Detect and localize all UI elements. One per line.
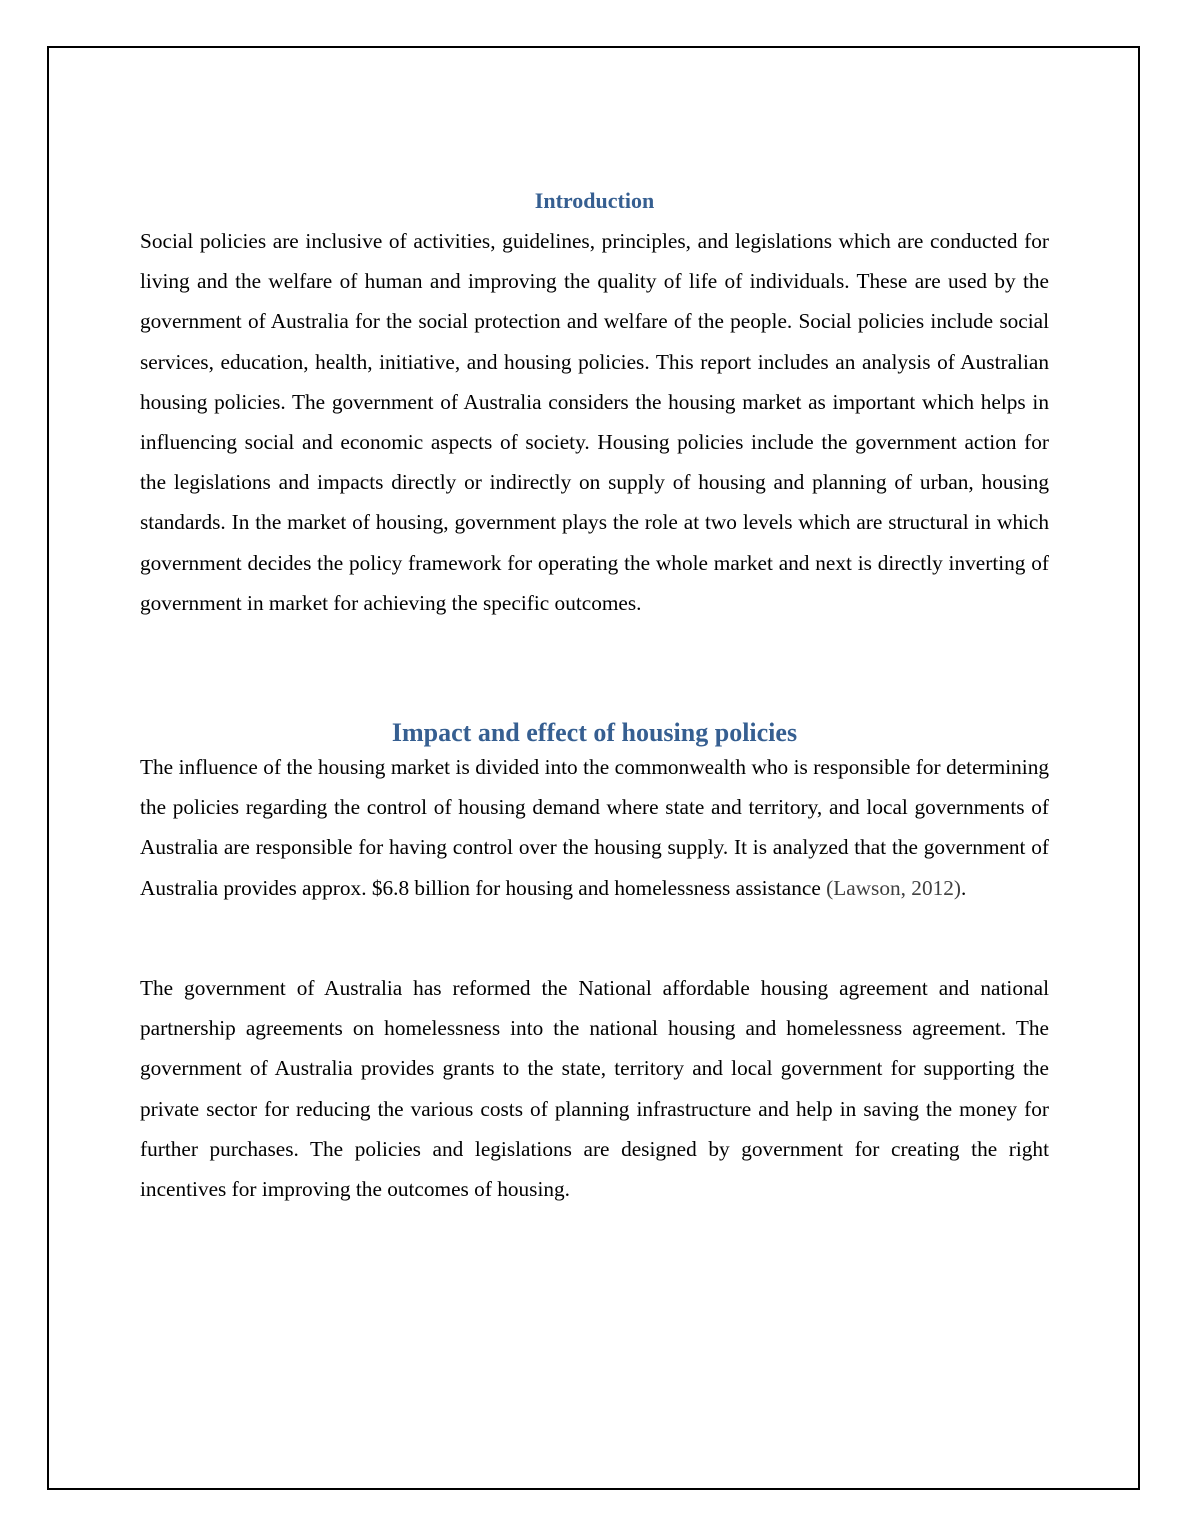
introduction-heading: Introduction: [534, 188, 655, 213]
impact-heading: Impact and effect of housing policies: [391, 718, 798, 747]
introduction-paragraph: Social policies are inclusive of activities, guidelines, principles, and legislations which are conducted for living and the welfare of human and improving the quality of life of individuals. These are used by the government of Australia for the social protection and welfare of the people. Social policies include social services, education, health, initiative, and housing policies. This report includes an analysis of Australian housing policies. The government of Australia considers the housing market as important which helps in influencing social and economic aspects of society. Housing policies include the government action for the legislations and impacts directly or indirectly on supply of housing and planning of urban, housing standards. In the market of housing, government plays the role at two levels which are structural in which government decides the policy framework for operating the whole market and next is directly inverting of government in market for achieving the specific outcomes.: [140, 229, 1049, 615]
impact-paragraph-1-end: .: [960, 875, 967, 900]
citation-lawson-2012: (Lawson, 2012): [826, 875, 961, 900]
impact-paragraph-1: [140, 747, 1049, 908]
impact-paragraph-2: The government of Australia has reformed the National affordable housing agreement and national partnership agreements on homelessness into the national housing and homelessness agreement. The government of Australia provides grants to the state, territory and local government for supporting the private sector for reducing the various costs of planning infrastructure and help in saving the money for further purchases. The policies and legislations are designed by government for creating the right incentives for improving the outcomes of housing.: [140, 976, 1049, 1202]
impact-paragraph-1-text: The influence of the housing market is divided into the commonwealth who is responsible for determining the policies regarding the control of housing demand where state and territory, and local governments of Australia are responsible for having control over the housing supply. It is analyzed that the government of Australia provides approx. $6.8 billion for housing and homelessness assistance: [140, 755, 1049, 900]
